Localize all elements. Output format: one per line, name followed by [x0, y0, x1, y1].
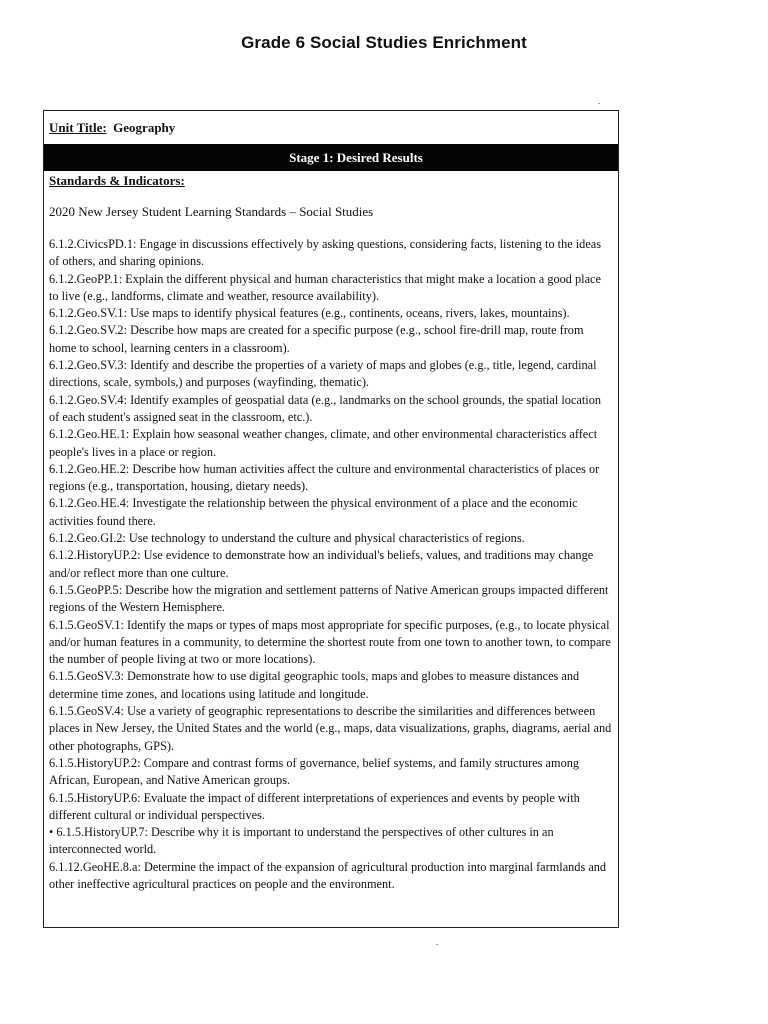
standard-item: 6.1.2.GeoPP.1: Explain the different physical and human characteristics that might make a location a good place to live (e.g., landforms, climate and weather, resource availability). — [49, 271, 601, 303]
standards-section — [44, 171, 618, 893]
standard-item: 6.1.2.HistoryUP.2: Use evidence to demonstrate how an individual's beliefs, values, and traditions may change and/or reflect more than one culture. — [49, 548, 594, 580]
curriculum-table — [43, 110, 619, 928]
standard-item: 6.1.2.Geo.HE.2: Describe how human activities affect the culture and environmental characteristics of places or regions (e.g., transportation, housing, dietary needs). — [49, 461, 600, 494]
page-title: Grade 6 Social Studies Enrichment — [241, 33, 527, 52]
unit-title-value: Geography — [113, 120, 176, 135]
standards-source: 2020 New Jersey Student Learning Standards – Social Studies — [49, 204, 374, 219]
standard-item: 6.1.5.HistoryUP.2: Compare and contrast forms of governance, belief systems, and family structures among African, European, and Native American groups. — [49, 755, 580, 788]
standard-item: 6.1.5.HistoryUP.6: Evaluate the impact of different interpretations of experiences and events by people with different cultural or individual perspectives. — [49, 790, 580, 822]
standard-item: 6.1.5.GeoSV.3: Demonstrate how to use digital geographic tools, maps and globes to measure distances and determine time zones, and locations using latitude and longitude. — [49, 669, 580, 701]
scan-speck — [436, 944, 438, 945]
unit-title-row — [44, 111, 618, 144]
standard-item: 6.1.2.Geo.SV.2: Describe how maps are created for a specific purpose (e.g., school fire-drill map, route from home to school, learning centers in a classroom). — [49, 323, 584, 355]
standard-item: 6.1.5.GeoSV.4: Use a variety of geographic representations to describe the similarities and differences between places in New Jersey, the United States and the world (e.g., maps, data visualizations, graphs, diagrams, aerial and other photographs, GPS). — [49, 704, 612, 753]
stage-heading-bar: Stage 1: Desired Results — [44, 144, 618, 171]
standard-item: 6.1.2.Geo.SV.4: Identify examples of geospatial data (e.g., landmarks on the school grounds, the spatial location of each student's assigned seat in the classroom, etc.). — [49, 392, 601, 424]
standards-list — [49, 236, 613, 893]
standard-item: 6.1.2.Geo.SV.3: Identify and describe the properties of a variety of maps and globes (e.g., title, legend, cardinal directions, scale, symbols,) and purposes (wayfinding, thematic). — [49, 358, 597, 390]
scan-speck — [598, 103, 600, 104]
standard-item: 6.1.5.GeoPP.5: Describe how the migration and settlement patterns of Native American groups impacted different regions of the Western Hemisphere. — [49, 582, 609, 615]
standard-item: 6.1.2.Geo.HE.4: Investigate the relationship between the physical environment of a place and the economic activities found there. — [49, 496, 578, 528]
unit-title-label: Unit Title: — [49, 120, 107, 135]
standard-item: 6.1.2.Geo.GI.2: Use technology to understand the culture and physical characteristics of regions. — [49, 531, 525, 546]
standard-item: • 6.1.5.HistoryUP.7: Describe why it is important to understand the perspectives of other cultures in an interconnected world. — [49, 825, 554, 857]
standard-item: 6.1.2.Geo.HE.1: Explain how seasonal weather changes, climate, and other environmental characteristics affect people's lives in a place or region. — [49, 427, 598, 459]
standard-item: 6.1.12.GeoHE.8.a: Determine the impact of the expansion of agricultural production into marginal farmlands and other ineffective agricultural practices on people and the environment. — [49, 859, 607, 891]
standard-item: 6.1.2.CivicsPD.1: Engage in discussions effectively by asking questions, considering facts, listening to the ideas of others, and sharing opinions. — [49, 237, 602, 269]
standards-heading: Standards & Indicators: — [49, 173, 185, 188]
standard-item: 6.1.5.GeoSV.1: Identify the maps or types of maps most appropriate for specific purposes, (e.g., to locate physical and/or human features in a community, to determine the shortest route from one town to another town, to compare the number of people living at two or more locations). — [49, 617, 611, 667]
standard-item: 6.1.2.Geo.SV.1: Use maps to identify physical features (e.g., continents, oceans, rivers, lakes, mountains). — [49, 306, 570, 321]
